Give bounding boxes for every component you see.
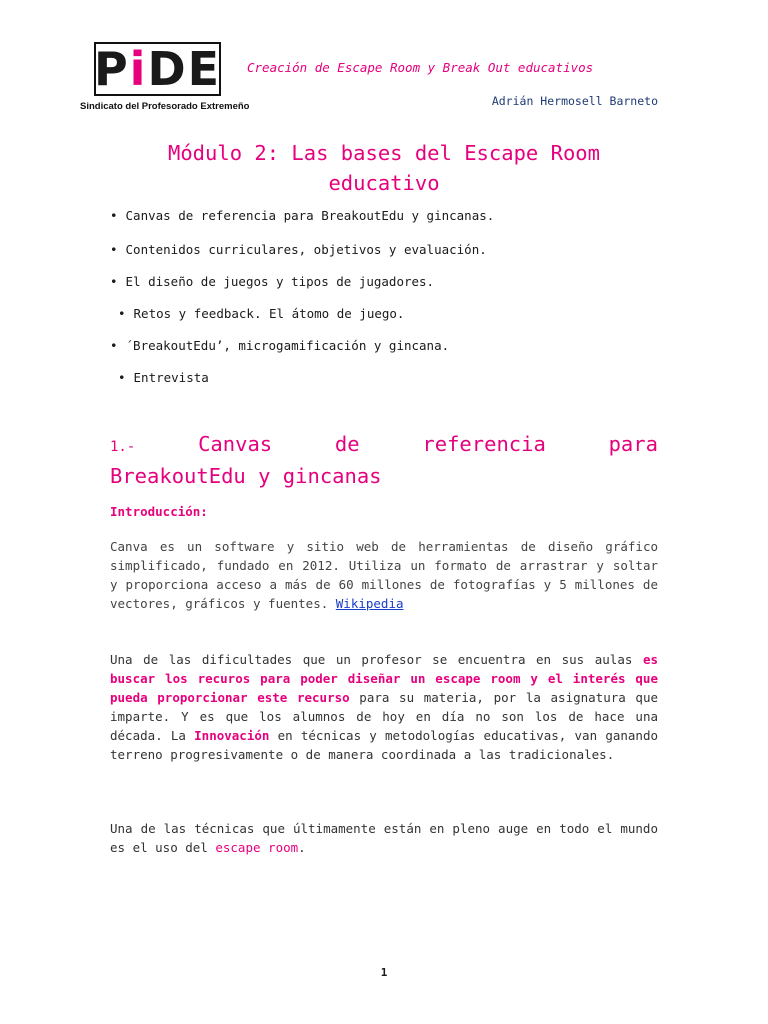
topic-item: • Contenidos curriculares, objetivos y evaluación. <box>110 242 487 257</box>
section-heading-word: para <box>608 432 658 456</box>
course-title: Creación de Escape Room y Break Out educativos <box>247 60 594 75</box>
wikipedia-link[interactable]: Wikipedia <box>335 596 404 611</box>
section-heading-word: de <box>334 432 360 456</box>
section-heading-word: referencia <box>422 432 546 456</box>
intro-label: Introducción: <box>110 504 208 519</box>
highlight-text: Innovación <box>194 728 270 743</box>
page-number: 1 <box>380 966 388 979</box>
section-heading-line2: BreakoutEdu y gincanas <box>110 464 382 488</box>
highlight-text: es buscar los recuros para poder diseñar un escape room y el interés que pueda proporcionar este recurso <box>110 652 658 705</box>
module-title: Módulo 2: Las bases del Escape Room educativo <box>168 141 600 195</box>
topic-item: • Canvas de referencia para BreakoutEdu y gincanas. <box>110 208 494 223</box>
section-heading <box>110 430 658 491</box>
topic-item: • ´BreakoutEdu’, microgamificación y gincana. <box>110 338 449 353</box>
paragraph-escape-room: Una de las técnicas que últimamente están en pleno auge en todo el mundo es el uso del escape room. <box>110 821 658 855</box>
paragraph-difficulties: Una de las dificultades que un profesor se encuentra en sus aulas es buscar los recuros para poder diseñar un escape room y el interés que pueda proporcionar este recurso para su materia, por la asignatura que imparte. Y es que los alumnos de hoy en día no son los de hace una década. La Innovación en técnicas y metodologías educativas, van ganando terreno progresivamente o de manera coordinada a las tradicionales. <box>110 652 658 762</box>
paragraph-canva: Canva es un software y sitio web de herramientas de diseño gráfico simplificado, fundado en 2012. Utiliza un formato de arrastrar y soltar y proporciona acceso a más de 60 millones de fotografías y 5 millones de vectores, gráficos y fuentes. Wikipedia <box>110 539 658 611</box>
topic-item: • El diseño de juegos y tipos de jugadores. <box>110 274 434 289</box>
topic-item: • Retos y feedback. El átomo de juego. <box>118 306 404 321</box>
highlight-text: escape room <box>215 840 299 855</box>
logo-frame <box>94 42 221 96</box>
section-number: 1.- <box>110 439 136 455</box>
logo-wordmark: PiDE <box>93 42 222 96</box>
section-heading-word: Canvas <box>198 432 273 456</box>
logo-subtitle: Sindicato del Profesorado Extremeño <box>80 101 250 112</box>
pide-logo <box>80 40 250 116</box>
author-name: Adrián Hermosell Barneto <box>491 94 658 108</box>
topic-item: • Entrevista <box>118 370 209 385</box>
